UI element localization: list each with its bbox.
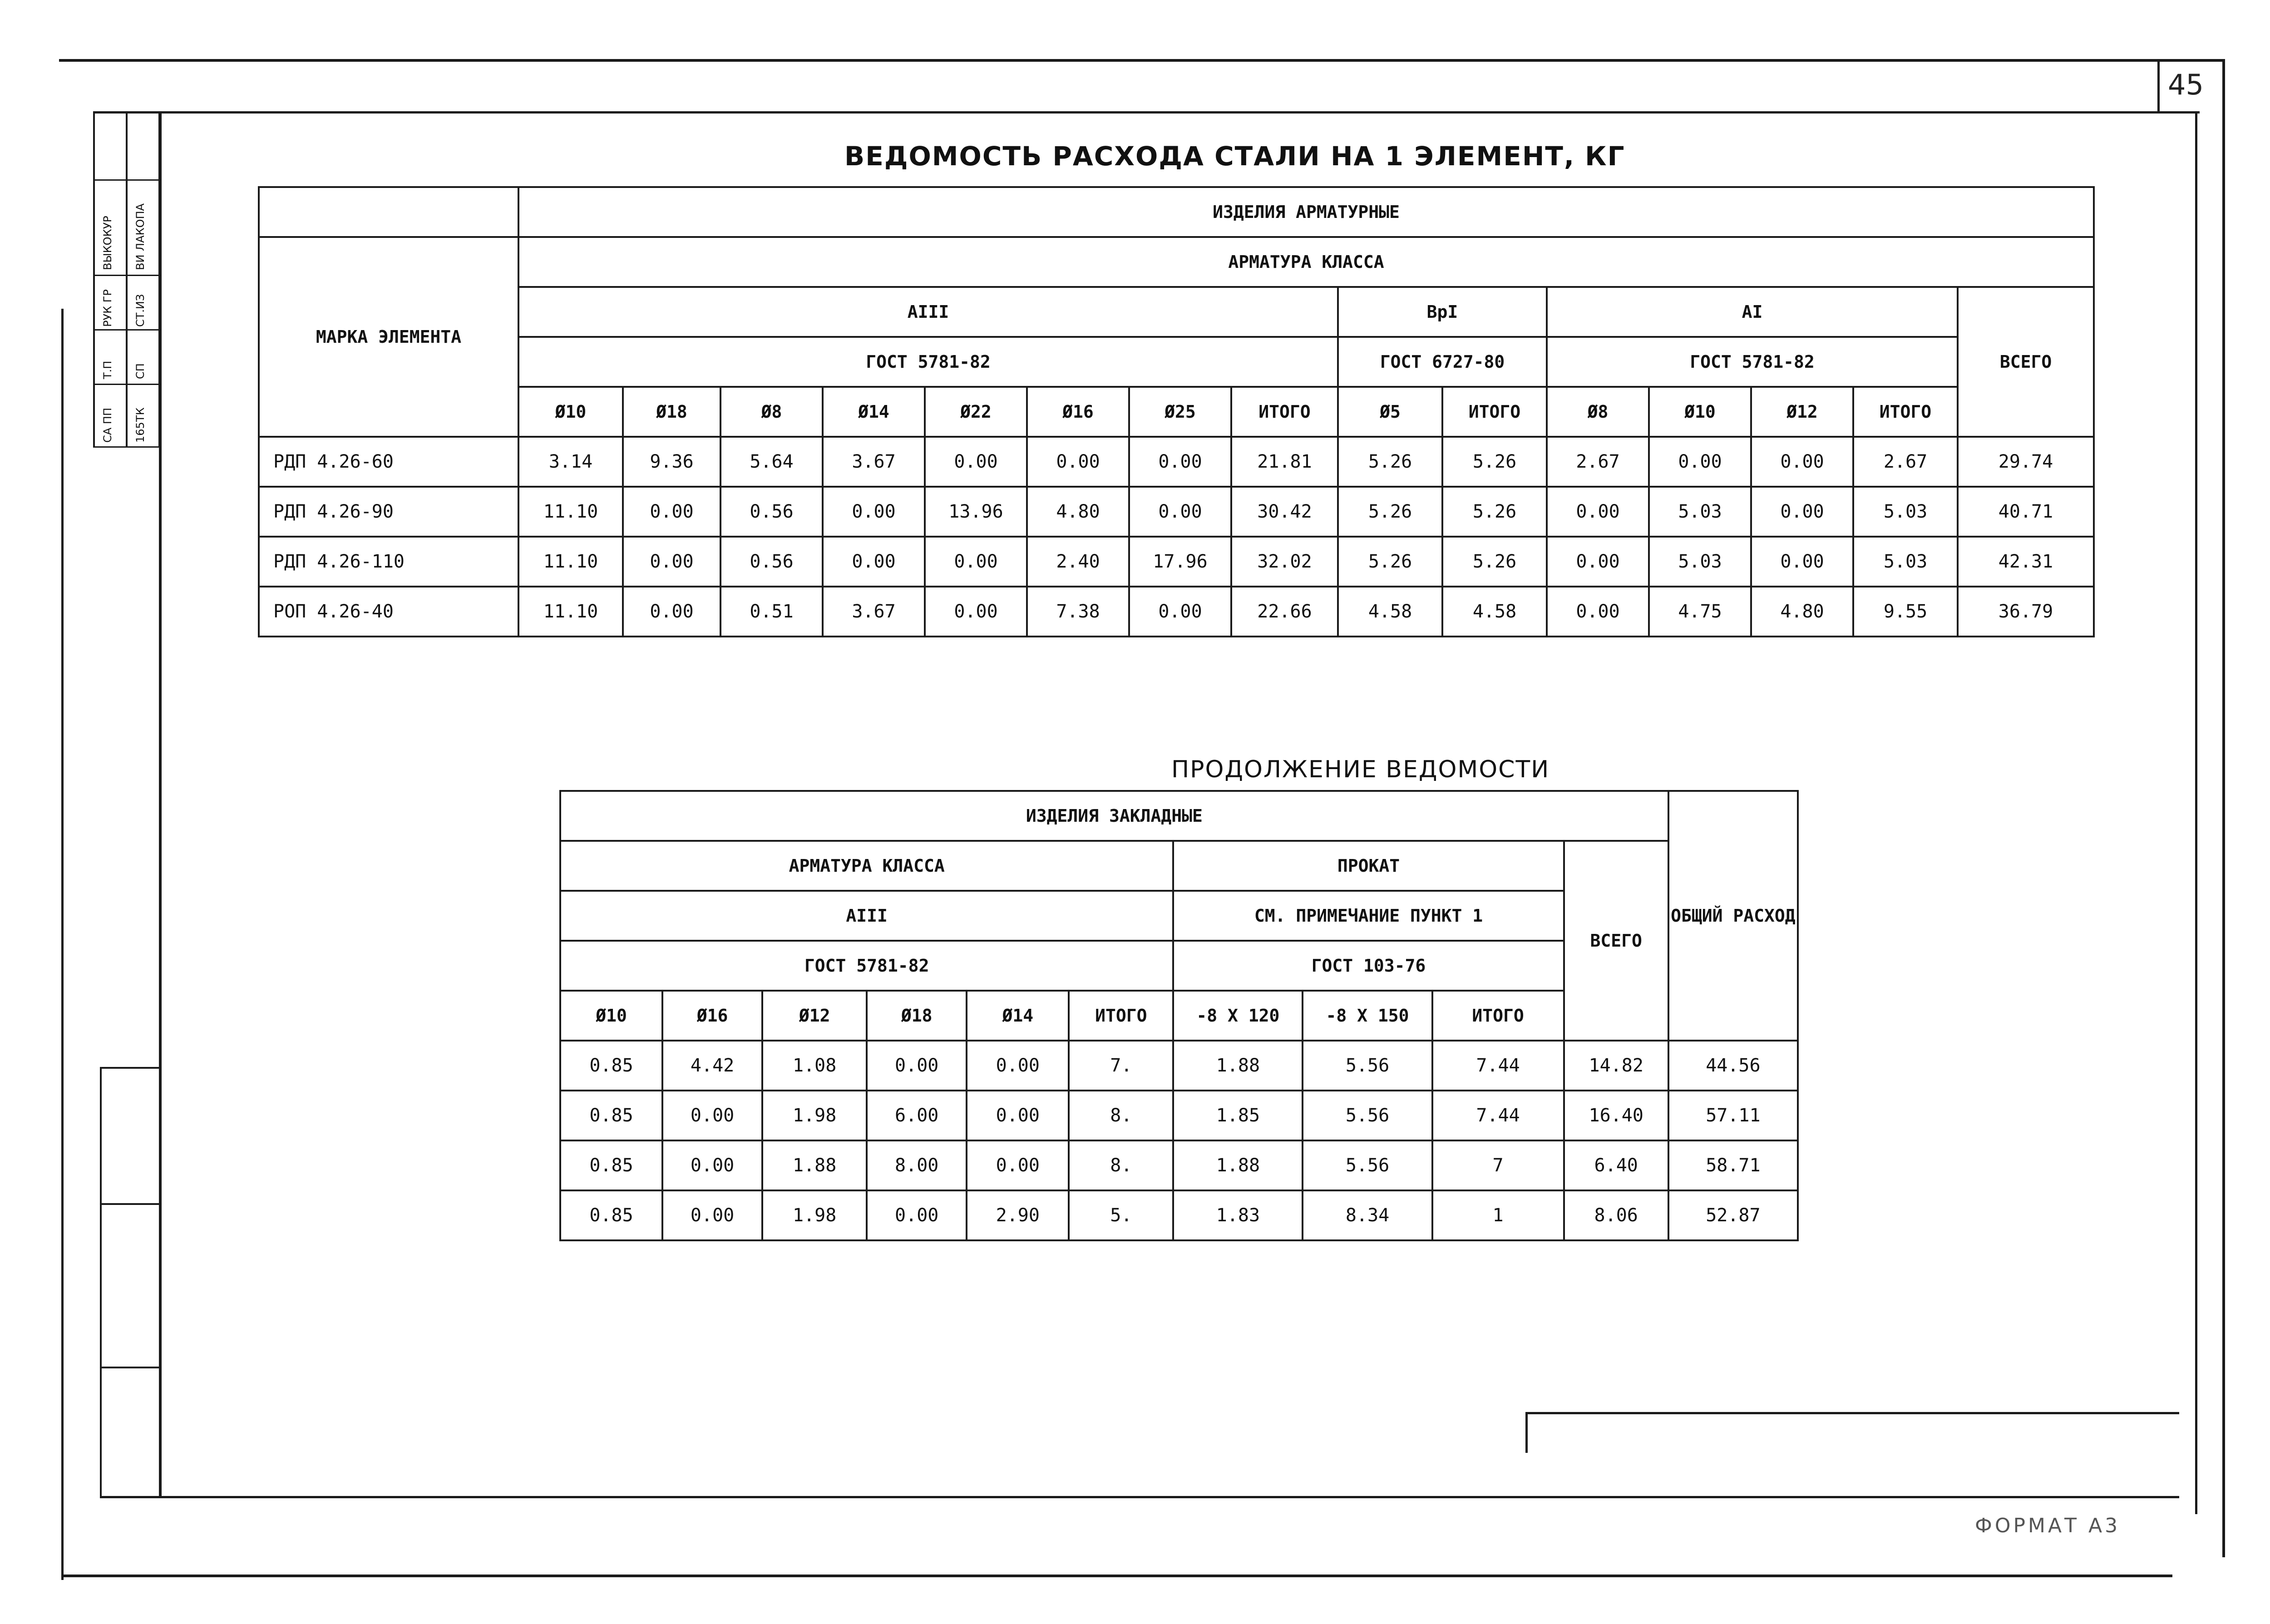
value-cell: 4.58 bbox=[1442, 587, 1547, 637]
diameter-header: ИТОГО bbox=[1231, 387, 1338, 437]
value-cell: 0.00 bbox=[1751, 437, 1853, 487]
value-cell: 21.81 bbox=[1231, 437, 1338, 487]
diameter-header: Ø22 bbox=[925, 387, 1027, 437]
diameter-header: Ø18 bbox=[623, 387, 720, 437]
page-number-box-left bbox=[2157, 59, 2160, 111]
value-cell: 0.00 bbox=[1129, 437, 1231, 487]
value-cell: 5.26 bbox=[1442, 437, 1547, 487]
sub-header: Ø18 bbox=[867, 991, 967, 1041]
frame-inner-top bbox=[93, 111, 2200, 114]
diameter-header: Ø10 bbox=[1649, 387, 1751, 437]
stamp-cell: СА ПП bbox=[101, 408, 114, 443]
corner-cell bbox=[259, 187, 518, 237]
value-cell: 1 bbox=[1432, 1190, 1564, 1240]
diameter-header: Ø8 bbox=[1547, 387, 1649, 437]
value-cell: 0.00 bbox=[1129, 487, 1231, 537]
value-cell: 0.00 bbox=[662, 1140, 762, 1190]
value-cell: 52.87 bbox=[1668, 1190, 1798, 1240]
stamp-cell: СП bbox=[134, 363, 147, 379]
sub-header: Ø12 bbox=[762, 991, 867, 1041]
diameter-header: Ø14 bbox=[823, 387, 925, 437]
value-cell: 11.10 bbox=[518, 487, 623, 537]
value-cell: 2.40 bbox=[1027, 537, 1129, 587]
value-cell: 3.67 bbox=[823, 437, 925, 487]
value-cell: 1.08 bbox=[762, 1041, 867, 1091]
table2-title: ПРОДОЛЖЕНИЕ ВЕДОМОСТИ bbox=[1171, 756, 1550, 783]
diameter-header: Ø10 bbox=[518, 387, 623, 437]
value-cell: 1.98 bbox=[762, 1190, 867, 1240]
value-cell: 0.00 bbox=[823, 487, 925, 537]
value-cell: 8.34 bbox=[1303, 1190, 1432, 1240]
header-grand-total: ОБЩИЙ РАСХОД bbox=[1668, 791, 1798, 1041]
header-class-name: АIII bbox=[560, 891, 1173, 941]
group-gost: ГОСТ 5781-82 bbox=[518, 337, 1338, 387]
diameter-header: Ø8 bbox=[720, 387, 823, 437]
value-cell: 3.67 bbox=[823, 587, 925, 637]
value-cell: 0.00 bbox=[967, 1140, 1069, 1190]
value-cell: 16.40 bbox=[1564, 1091, 1668, 1140]
value-cell: 32.02 bbox=[1231, 537, 1338, 587]
value-cell: 7. bbox=[1069, 1041, 1173, 1091]
value-cell: 1.88 bbox=[1173, 1140, 1303, 1190]
stamp-cell: СТ.ИЗ bbox=[134, 294, 147, 327]
approval-stamp bbox=[93, 111, 159, 447]
frame-left bbox=[61, 309, 64, 1580]
value-cell: 8. bbox=[1069, 1091, 1173, 1140]
value-cell: 4.80 bbox=[1751, 587, 1853, 637]
value-cell: 5.64 bbox=[720, 437, 823, 487]
diameter-header: Ø16 bbox=[1027, 387, 1129, 437]
diameter-header: ИТОГО bbox=[1853, 387, 1958, 437]
left-stamp-box-mid bbox=[100, 1203, 161, 1205]
stamp-cell: 165ТК bbox=[134, 407, 147, 443]
stamp-cell: Т.П bbox=[101, 360, 114, 379]
value-cell: 0.00 bbox=[623, 587, 720, 637]
value-cell: 58.71 bbox=[1668, 1140, 1798, 1190]
value-cell: 0.00 bbox=[1751, 487, 1853, 537]
value-cell: 2.67 bbox=[1547, 437, 1649, 487]
group-name: ВрI bbox=[1338, 287, 1547, 337]
value-cell: 0.00 bbox=[925, 537, 1027, 587]
value-cell: 7.44 bbox=[1432, 1091, 1564, 1140]
sub-header: -8 Х 120 bbox=[1173, 991, 1303, 1041]
value-cell: 5. bbox=[1069, 1190, 1173, 1240]
frame-right bbox=[2222, 59, 2225, 1557]
value-cell: 5.03 bbox=[1649, 487, 1751, 537]
header-class: АРМАТУРА КЛАССА bbox=[560, 841, 1173, 891]
value-cell: 6.00 bbox=[867, 1091, 967, 1140]
value-cell: 9.36 bbox=[623, 437, 720, 487]
value-cell: 0.00 bbox=[925, 587, 1027, 637]
value-cell: 0.00 bbox=[867, 1190, 967, 1240]
header-gost-rolled: ГОСТ 103-76 bbox=[1173, 941, 1564, 991]
element-mark: РДП 4.26-90 bbox=[259, 487, 518, 537]
element-mark: РДП 4.26-110 bbox=[259, 537, 518, 587]
group-name: АI bbox=[1547, 287, 1958, 337]
header-products: ИЗДЕЛИЯ ЗАКЛАДНЫЕ bbox=[560, 791, 1668, 841]
value-cell: 0.85 bbox=[560, 1140, 662, 1190]
group-gost: ГОСТ 5781-82 bbox=[1547, 337, 1958, 387]
table-row bbox=[259, 537, 2094, 587]
table-row bbox=[560, 1140, 1798, 1190]
value-cell: 0.00 bbox=[925, 437, 1027, 487]
group-name: АIII bbox=[518, 287, 1338, 337]
value-cell: 13.96 bbox=[925, 487, 1027, 537]
value-cell: 5.03 bbox=[1649, 537, 1751, 587]
value-cell: 0.00 bbox=[662, 1190, 762, 1240]
value-cell: 5.56 bbox=[1303, 1140, 1432, 1190]
sub-header: Ø16 bbox=[662, 991, 762, 1041]
table-row bbox=[259, 487, 2094, 537]
value-cell: 11.10 bbox=[518, 587, 623, 637]
value-cell: 0.00 bbox=[623, 537, 720, 587]
frame-inner-right bbox=[2195, 111, 2197, 1514]
title-block-top bbox=[1525, 1412, 2179, 1414]
value-cell: 0.00 bbox=[1547, 587, 1649, 637]
frame-bottom bbox=[61, 1575, 2172, 1577]
value-cell: 0.51 bbox=[720, 587, 823, 637]
header-class: АРМАТУРА КЛАССА bbox=[518, 237, 2094, 287]
value-cell: 4.80 bbox=[1027, 487, 1129, 537]
element-mark: РОП 4.26-40 bbox=[259, 587, 518, 637]
value-cell: 40.71 bbox=[1958, 487, 2094, 537]
diameter-header: ИТОГО bbox=[1442, 387, 1547, 437]
header-rolled: ПРОКАТ bbox=[1173, 841, 1564, 891]
value-cell: 0.00 bbox=[823, 537, 925, 587]
value-cell: 22.66 bbox=[1231, 587, 1338, 637]
value-cell: 0.00 bbox=[1547, 487, 1649, 537]
diameter-header: Ø12 bbox=[1751, 387, 1853, 437]
value-cell: 0.85 bbox=[560, 1091, 662, 1140]
table1-title: ВЕДОМОСТЬ РАСХОДА СТАЛИ НА 1 ЭЛЕМЕНТ, КГ bbox=[844, 141, 1625, 172]
value-cell: 1.88 bbox=[1173, 1041, 1303, 1091]
group-gost: ГОСТ 6727-80 bbox=[1338, 337, 1547, 387]
table-row bbox=[560, 1091, 1798, 1140]
value-cell: 0.00 bbox=[623, 487, 720, 537]
format-label: ФОРМАТ А3 bbox=[1975, 1514, 2121, 1537]
header-total: ВСЕГО bbox=[1564, 841, 1668, 1041]
value-cell: 11.10 bbox=[518, 537, 623, 587]
element-mark: РДП 4.26-60 bbox=[259, 437, 518, 487]
value-cell: 30.42 bbox=[1231, 487, 1338, 537]
header-total: ВСЕГО bbox=[1958, 287, 2094, 437]
value-cell: 7.38 bbox=[1027, 587, 1129, 637]
diameter-header: Ø25 bbox=[1129, 387, 1231, 437]
header-products: ИЗДЕЛИЯ АРМАТУРНЫЕ bbox=[518, 187, 2094, 237]
sub-header: ИТОГО bbox=[1432, 991, 1564, 1041]
left-stamp-box-line bbox=[100, 1067, 102, 1498]
value-cell: 8.06 bbox=[1564, 1190, 1668, 1240]
value-cell: 0.00 bbox=[967, 1091, 1069, 1140]
value-cell: 5.03 bbox=[1853, 487, 1958, 537]
value-cell: 5.26 bbox=[1338, 487, 1442, 537]
value-cell: 0.00 bbox=[967, 1041, 1069, 1091]
page-number: 45 bbox=[2168, 68, 2204, 101]
stamp-cell: РУК ГР bbox=[101, 289, 114, 327]
value-cell: 3.14 bbox=[518, 437, 623, 487]
value-cell: 0.00 bbox=[1129, 587, 1231, 637]
value-cell: 29.74 bbox=[1958, 437, 2094, 487]
value-cell: 5.26 bbox=[1442, 487, 1547, 537]
table-row bbox=[259, 437, 2094, 487]
stamp-cell: ВИ ЛАКОПА bbox=[134, 203, 147, 270]
value-cell: 0.00 bbox=[1547, 537, 1649, 587]
value-cell: 4.58 bbox=[1338, 587, 1442, 637]
value-cell: 9.55 bbox=[1853, 587, 1958, 637]
value-cell: 2.90 bbox=[967, 1190, 1069, 1240]
value-cell: 8.00 bbox=[867, 1140, 967, 1190]
value-cell: 4.42 bbox=[662, 1041, 762, 1091]
value-cell: 5.56 bbox=[1303, 1041, 1432, 1091]
steel-consumption-table bbox=[258, 186, 2095, 637]
table-row bbox=[560, 1190, 1798, 1240]
value-cell: 57.11 bbox=[1668, 1091, 1798, 1140]
value-cell: 0.00 bbox=[1751, 537, 1853, 587]
value-cell: 0.85 bbox=[560, 1041, 662, 1091]
value-cell: 7 bbox=[1432, 1140, 1564, 1190]
table-row bbox=[560, 1041, 1798, 1091]
value-cell: 36.79 bbox=[1958, 587, 2094, 637]
value-cell: 2.67 bbox=[1853, 437, 1958, 487]
value-cell: 7.44 bbox=[1432, 1041, 1564, 1091]
value-cell: 1.98 bbox=[762, 1091, 867, 1140]
value-cell: 6.40 bbox=[1564, 1140, 1668, 1190]
frame-inner-bottom bbox=[100, 1496, 2179, 1498]
sub-header: Ø10 bbox=[560, 991, 662, 1041]
value-cell: 0.00 bbox=[662, 1091, 762, 1140]
value-cell: 1.83 bbox=[1173, 1190, 1303, 1240]
value-cell: 14.82 bbox=[1564, 1041, 1668, 1091]
stamp-cell: ВЫКОКУР bbox=[101, 216, 114, 270]
header-mark: МАРКА ЭЛЕМЕНТА bbox=[259, 237, 518, 437]
value-cell: 5.56 bbox=[1303, 1091, 1432, 1140]
value-cell: 0.56 bbox=[720, 487, 823, 537]
continuation-table bbox=[559, 790, 1799, 1241]
value-cell: 42.31 bbox=[1958, 537, 2094, 587]
value-cell: 1.85 bbox=[1173, 1091, 1303, 1140]
sub-header: ИТОГО bbox=[1069, 991, 1173, 1041]
value-cell: 17.96 bbox=[1129, 537, 1231, 587]
sub-header: Ø14 bbox=[967, 991, 1069, 1041]
value-cell: 5.03 bbox=[1853, 537, 1958, 587]
value-cell: 0.00 bbox=[1027, 437, 1129, 487]
header-gost-class: ГОСТ 5781-82 bbox=[560, 941, 1173, 991]
left-stamp-box-mid2 bbox=[100, 1367, 161, 1368]
value-cell: 4.75 bbox=[1649, 587, 1751, 637]
value-cell: 5.26 bbox=[1338, 537, 1442, 587]
value-cell: 0.00 bbox=[1649, 437, 1751, 487]
title-block-left bbox=[1525, 1412, 1528, 1453]
sub-header: -8 Х 150 bbox=[1303, 991, 1432, 1041]
header-rolled-note: СМ. ПРИМЕЧАНИЕ ПУНКТ 1 bbox=[1173, 891, 1564, 941]
value-cell: 44.56 bbox=[1668, 1041, 1798, 1091]
value-cell: 1.88 bbox=[762, 1140, 867, 1190]
value-cell: 8. bbox=[1069, 1140, 1173, 1190]
value-cell: 0.00 bbox=[867, 1041, 967, 1091]
value-cell: 0.56 bbox=[720, 537, 823, 587]
diameter-header: Ø5 bbox=[1338, 387, 1442, 437]
value-cell: 5.26 bbox=[1338, 437, 1442, 487]
value-cell: 0.85 bbox=[560, 1190, 662, 1240]
table-row bbox=[259, 587, 2094, 637]
frame-top bbox=[59, 59, 2225, 62]
value-cell: 5.26 bbox=[1442, 537, 1547, 587]
left-stamp-box-top bbox=[100, 1067, 161, 1069]
